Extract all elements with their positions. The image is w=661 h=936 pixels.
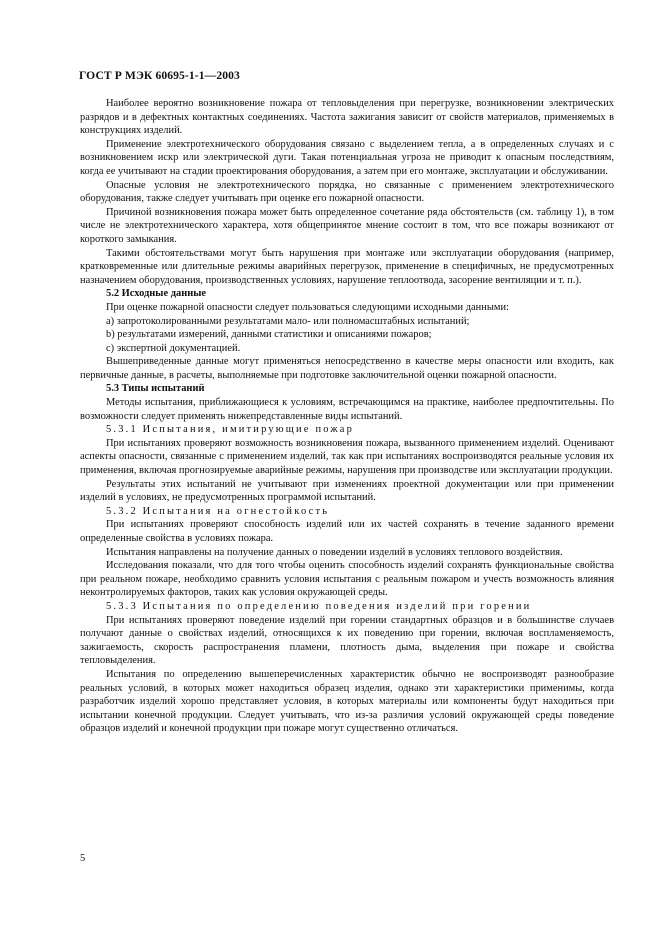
body-paragraph: Наиболее вероятно возникновение пожара от тепловыделения при перегрузке, возникновении электрических разрядов и в дефектных контактных соединениях. Частота зажигания зависит от свойств материалов, применяемых в конструкциях изделий. xyxy=(80,98,614,137)
body-paragraph: При оценке пожарной опасности следует пользоваться следующими исходными данными: xyxy=(106,301,509,313)
subsection-heading: 5.3.2 Испытания на огнестойкость xyxy=(106,505,330,517)
list-item: b) результатами измерений, данными статистики и описаниями пожаров; xyxy=(106,329,432,341)
body-paragraph: Вышеприведенные данные могут применяться непосредственно в качестве меры опасности или входить, как первичные данные, в расчеты, выполняемые при подготовке заключительной оценки пожарной опасности. xyxy=(80,356,614,381)
list-item: c) экспертной документацией. xyxy=(106,342,241,354)
list-item: a) запротоколированными результатами мало- или полномасштабных испытаний; xyxy=(106,315,470,327)
subsection-heading: 5.3.3 Испытания по определению поведения изделий при горении xyxy=(106,600,532,612)
subsection-heading: 5.3.1 Испытания, имитирующие пожар xyxy=(106,424,355,436)
body-paragraph: Причиной возникновения пожара может быть определенное сочетание ряда обстоятельств (см. таблицу 1), в том числе не электротехнического характера, хотя общепринятое мнение состоит в том, что все пожары возникают от короткого замыкания. xyxy=(80,206,614,245)
section-heading: 5.2 Исходные данные xyxy=(106,288,207,300)
body-paragraph: Такими обстоятельствами могут быть нарушения при монтаже или эксплуатации оборудования (например, кратковременные или длительные режимы аварийных перегрузок, применение в специфичных, не предусмотренных назначением оборудования, производственных условиях, нарушение теплоотвода, засорение вентиляции и т. п.). xyxy=(80,247,614,286)
body-paragraph: Результаты этих испытаний не учитывают при изменениях проектной документации или при применении изделий в условиях, не предусмотренных программой испытаний. xyxy=(80,478,614,504)
body-paragraph: Методы испытания, приближающиеся к условиям, встречающимся на практике, наиболее предпочтительны. По возможности следует применять нижепредставленные виды испытаний. xyxy=(80,397,614,422)
page-number: 5 xyxy=(80,853,86,864)
body-paragraph: Испытания направлены на получение данных о поведении изделий в условиях теплового воздействия. xyxy=(106,546,563,558)
body-paragraph: При испытаниях проверяют способность изделий или их частей сохранять в течение заданного времени определенные свойства в условиях пожара. xyxy=(80,519,614,544)
document-body xyxy=(80,97,614,736)
body-paragraph: При испытаниях проверяют возможность возникновения пожара, вызванного применением изделий. Оценивают аспекты опасности, связанные с применением изделий, так как при испытаниях воспроизводятся реальные условия их применения, включая прогнозируемые аварийные режимы, нарушения при производстве или эксплуатации продукции. xyxy=(80,437,614,477)
body-paragraph: Исследования показали, что для того чтобы оценить способность изделий сохранять функциональные свойства при реальном пожаре, необходимо сравнить условия испытания с реальным пожаром и учесть возможность влияния неконтролируемых факторов, таких как условия окружающей среды. xyxy=(80,560,614,599)
body-paragraph: При испытаниях проверяют поведение изделий при горении стандартных образцов и в большинстве случаев получают данные о свойствах изделий, относящихся к их поведению при горении, включая воспламеняемость, зажигаемость, скорость распространения пламени, плотность дыма, выделения при пожаре и свойства тепловыделения. xyxy=(80,614,614,667)
body-paragraph: Опасные условия не электротехнического порядка, но связанные с применением электротехнического оборудования, также следует учитывать при оценке его пожарной опасности. xyxy=(80,179,614,205)
body-paragraph: Применение электротехнического оборудования связано с выделением тепла, а в определенных случаях и с возникновением искр или электрической дуги. Такая потенциальная угроза не приводит к опасным последствиям, когда ее учитывают на стадии проектирования оборудования, а затем при его монтаже, эксплуатации и обслуживании. xyxy=(80,138,614,177)
body-paragraph: Испытания по определению вышеперечисленных характеристик обычно не воспроизводят разнообразие реальных условий, в которых может находиться образец изделия, однако эти характеристики применимы, когда разработчик изделий хорошо представляет условия, в которых материалы или компоненты будут находиться при испытании конечной продукции. Следует учитывать, что из-за различия условий окружающей среды поведение образцов изделий и конечной продукции при пожаре могут существенно отличаться. xyxy=(80,668,614,735)
standard-header: ГОСТ Р МЭК 60695-1-1—2003 xyxy=(79,69,240,82)
section-heading: 5.3 Типы испытаний xyxy=(106,383,205,395)
